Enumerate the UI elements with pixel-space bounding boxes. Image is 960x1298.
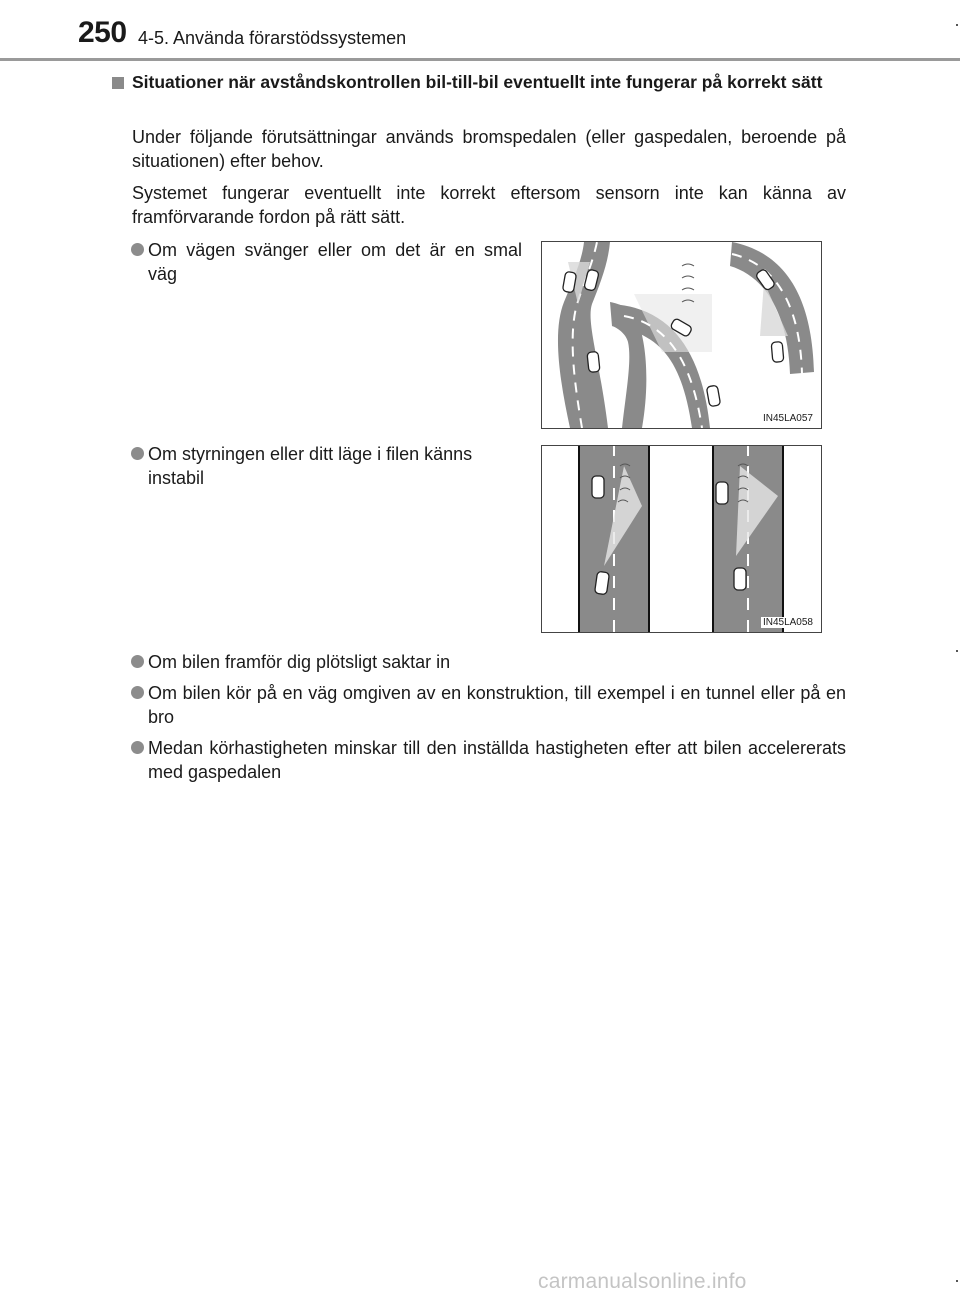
figure-code: IN45LA057 <box>762 413 813 424</box>
bullet-acceleration: Medan körhastigheten minskar till den inställda hastigheten efter att bilen accelererats med gaspedalen <box>148 738 846 782</box>
bullet-sudden-braking: Om bilen framför dig plötsligt saktar in <box>148 652 451 672</box>
chapter-title: 4-5. Använda förarstödssystemen <box>138 28 407 48</box>
straight-lane-illustration-icon <box>542 446 821 632</box>
bullet-curved-road: Om vägen svänger eller om det är en smal väg <box>148 240 522 284</box>
crop-mark <box>956 650 958 652</box>
curved-road-illustration-icon <box>542 242 821 428</box>
header-rule <box>0 58 960 61</box>
bullet-tunnel-bridge: Om bilen kör på en väg omgiven av en konstruktion, till exempel i en tunnel eller på en bro <box>148 683 846 727</box>
section-marker-icon <box>112 77 124 89</box>
page-number: 250 <box>78 16 127 49</box>
bullet-icon <box>131 741 144 754</box>
bullet-icon <box>131 655 144 668</box>
bullet-icon <box>131 686 144 699</box>
watermark: carmanualsonline.info <box>538 1270 747 1293</box>
crop-mark <box>956 24 958 26</box>
section-heading: Situationer när avståndskontrollen bil-till-bil eventuellt inte fungerar på korrekt sätt <box>132 72 823 92</box>
explanation-paragraph: Systemet fungerar eventuellt inte korrekt eftersom sensorn inte kan känna av framförvarande fordon på rätt sätt. <box>132 183 846 227</box>
figure-curved-road <box>541 241 822 429</box>
intro-paragraph: Under följande förutsättningar används bromspedalen (eller gaspedalen, beroende på situationen) efter behov. <box>132 127 846 171</box>
figure-straight-lane <box>541 445 822 633</box>
bullet-unstable-steering: Om styrningen eller ditt läge i filen känns instabil <box>148 444 473 488</box>
crop-mark <box>956 1280 958 1282</box>
bullet-icon <box>131 447 144 460</box>
figure-code: IN45LA058 <box>762 617 813 628</box>
bullet-icon <box>131 243 144 256</box>
